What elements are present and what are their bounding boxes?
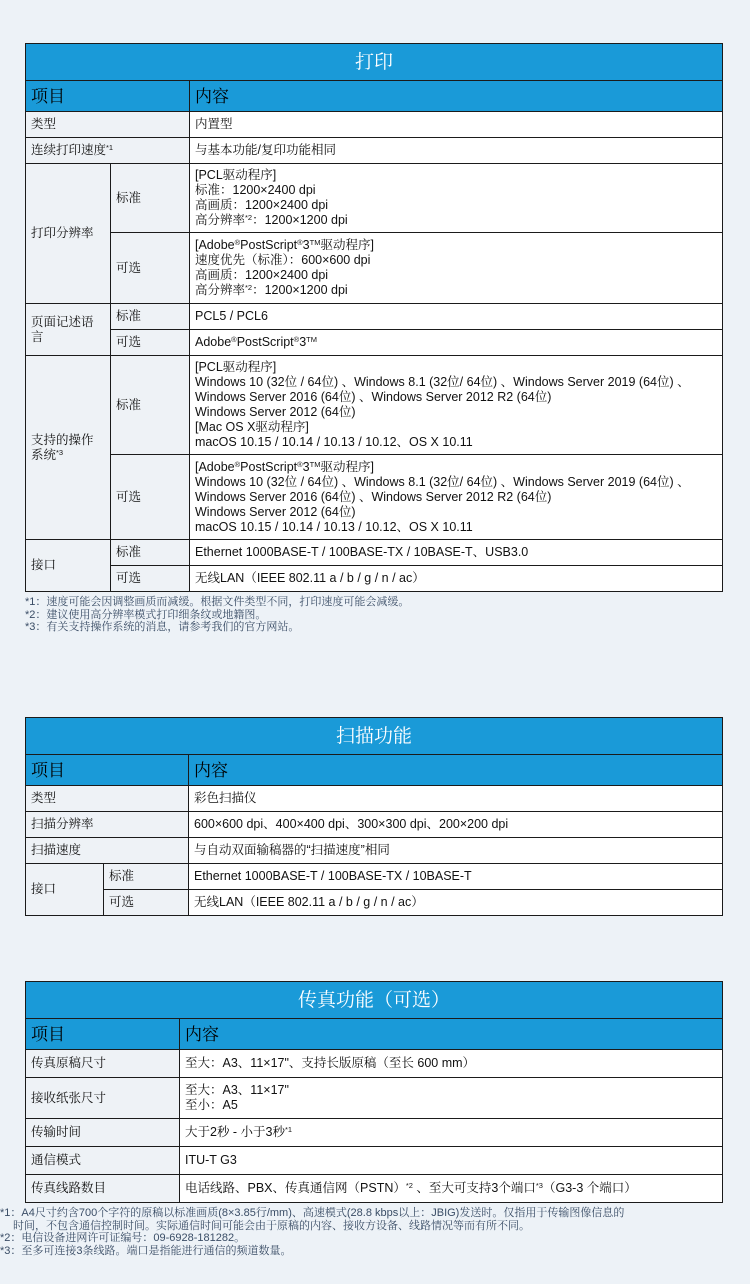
sub-label: 标准 — [111, 164, 190, 233]
fax-header-row — [26, 1019, 723, 1050]
col-content-header: 内容 — [180, 1019, 723, 1050]
print-header-row — [26, 81, 723, 112]
row-label: 类型 — [26, 786, 189, 812]
row-value: 无线LAN（IEEE 802.11 a / b / g / n / ac） — [190, 566, 723, 592]
table-row — [26, 812, 723, 838]
row-label: 通信模式 — [26, 1147, 180, 1175]
table-row — [26, 455, 723, 540]
sub-label: 可选 — [104, 890, 189, 916]
sub-label: 标准 — [111, 356, 190, 455]
table-row — [26, 138, 723, 164]
row-label: 接收纸张尺寸 — [26, 1078, 180, 1119]
row-value: [Adobe®PostScript®3™驱动程序] 速度优先（标准）：600×600 dpi 高画质：1200×2400 dpi 高分辨率$^{*2}$：1200×1200 dpi — [190, 233, 723, 304]
scan-spec-table — [25, 717, 723, 916]
row-label: 类型 — [26, 112, 190, 138]
row-value: 与自动双面输稿器的“扫描速度”相同 — [189, 838, 723, 864]
row-value: 至大：A3、11×17" 至小：A5 — [180, 1078, 723, 1119]
sub-label: 标准 — [111, 304, 190, 330]
table-row — [26, 1147, 723, 1175]
row-value: PCL5 / PCL6 — [190, 304, 723, 330]
row-label: 页面记述语言 — [26, 304, 111, 356]
row-value: 彩色扫描仪 — [189, 786, 723, 812]
fax-title: 传真功能（可选） — [26, 982, 723, 1019]
row-label: 接口 — [26, 864, 104, 916]
row-value: 电话线路、PBX、传真通信网（PSTN）$^{*2}$ 、至大可支持3个端口$^{*3}$（G3-3 个端口） — [180, 1175, 723, 1203]
fax-footnotes — [0, 1207, 748, 1257]
table-row — [26, 1078, 723, 1119]
fax-section — [0, 981, 723, 1257]
sub-label: 可选 — [111, 566, 190, 592]
footnote: *1：速度可能会因调整画质而减缓。根据文件类型不同，打印速度可能会减缓。 — [25, 596, 410, 608]
print-footnotes — [25, 596, 723, 634]
table-row — [26, 540, 723, 566]
row-label: 扫描速度 — [26, 838, 189, 864]
row-value: [PCL驱动程序] Windows 10 (32位 / 64位) 、Windows 8.1 (32位/ 64位) 、Windows Server 2019 (64位) 、 Windows Server 2016 (64位) 、Windows Server 2012 R2 (64位) Windows Server 2012 (64位) [Mac OS X驱动程序] macOS 10.15 / 10.14 / 10.13 / 10.12、OS X 10.11 — [190, 356, 723, 455]
col-item-header: 项目 — [26, 81, 190, 112]
print-spec-table — [25, 43, 723, 592]
table-row — [26, 233, 723, 304]
sub-label: 可选 — [111, 330, 190, 356]
print-title-row — [26, 44, 723, 81]
fax-title-row — [26, 982, 723, 1019]
fax-spec-table — [25, 981, 723, 1203]
row-label: 连续打印速度$^{*1}$ — [26, 138, 190, 164]
row-label: 扫描分辨率 — [26, 812, 189, 838]
row-value: 与基本功能/复印功能相同 — [190, 138, 723, 164]
sub-label: 标准 — [104, 864, 189, 890]
footnote: 时间，不包含通信控制时间。实际通信时间可能会由于原稿的内容、接收方设备、线路情况等而有所不同。 — [13, 1219, 530, 1232]
col-content-header: 内容 — [189, 755, 723, 786]
table-row — [26, 1119, 723, 1147]
table-row — [26, 786, 723, 812]
table-row — [26, 566, 723, 592]
sub-label: 标准 — [111, 540, 190, 566]
col-content-header: 内容 — [190, 81, 723, 112]
col-item-header: 项目 — [26, 755, 189, 786]
footnote: *1：A4尺寸约含700个字符的原稿以标准画质(8×3.85行/mm)、高速模式(28.8 kbps以上：JBIG)发送时。仅指用于传输图像信息的 — [0, 1207, 625, 1219]
col-item-header: 项目 — [26, 1019, 180, 1050]
table-row — [26, 330, 723, 356]
footnote: *2：电信设备进网许可证编号：09-6928-181282。 — [0, 1232, 246, 1244]
print-title: 打印 — [26, 44, 723, 81]
table-row — [26, 356, 723, 455]
row-value: 600×600 dpi、400×400 dpi、300×300 dpi、200×200 dpi — [189, 812, 723, 838]
table-row — [26, 890, 723, 916]
table-row — [26, 1175, 723, 1203]
row-value: 内置型 — [190, 112, 723, 138]
table-row — [26, 304, 723, 330]
row-value: Ethernet 1000BASE-T / 100BASE-TX / 10BASE-T、USB3.0 — [190, 540, 723, 566]
row-value: ITU-T G3 — [180, 1147, 723, 1175]
row-label: 打印分辨率 — [26, 164, 111, 304]
footnote-ref: *1 — [106, 143, 114, 152]
row-label: 支持的操作系统$^{*3}$ — [26, 356, 111, 540]
table-row — [26, 1050, 723, 1078]
row-value: [Adobe®PostScript®3™驱动程序] Windows 10 (32位 / 64位) 、Windows 8.1 (32位/ 64位) 、Windows Server 2019 (64位) 、 Windows Server 2016 (64位) 、Windows Server 2012 R2 (64位) Windows Server 2012 (64位) macOS 10.15 / 10.14 / 10.13 / 10.12、OS X 10.11 — [190, 455, 723, 540]
footnote: *2：建议使用高分辨率模式打印细条纹或地籍图。 — [25, 608, 267, 621]
table-row — [26, 112, 723, 138]
sub-label: 可选 — [111, 233, 190, 304]
footnote-ref: *3 — [56, 447, 64, 457]
row-label: 接口 — [26, 540, 111, 592]
table-row — [26, 164, 723, 233]
row-label: 传真原稿尺寸 — [26, 1050, 180, 1078]
row-label: 传真线路数目 — [26, 1175, 180, 1203]
scan-section — [25, 717, 723, 916]
row-value: [PCL驱动程序] 标准：1200×2400 dpi 高画质：1200×2400 dpi 高分辨率$^{*2}$：1200×1200 dpi — [190, 164, 723, 233]
row-label: 传输时间 — [26, 1119, 180, 1147]
scan-title: 扫描功能 — [26, 718, 723, 755]
table-row — [26, 838, 723, 864]
print-section — [25, 43, 723, 634]
footnote: *3：有关支持操作系统的消息，请参考我们的官方网站。 — [25, 621, 300, 633]
row-value: Adobe®PostScript®3™ — [190, 330, 723, 356]
scan-title-row — [26, 718, 723, 755]
row-value: 大于2秒 - 小于3秒$^{*1}$ — [180, 1119, 723, 1147]
footnote: *3：至多可连接3条线路。端口是指能进行通信的频道数量。 — [0, 1244, 292, 1257]
row-value: Ethernet 1000BASE-T / 100BASE-TX / 10BASE-T — [189, 864, 723, 890]
row-value: 无线LAN（IEEE 802.11 a / b / g / n / ac） — [189, 890, 723, 916]
sub-label: 可选 — [111, 455, 190, 540]
row-value: 至大：A3、11×17"、支持长版原稿（至长 600 mm） — [180, 1050, 723, 1078]
scan-header-row — [26, 755, 723, 786]
table-row — [26, 864, 723, 890]
